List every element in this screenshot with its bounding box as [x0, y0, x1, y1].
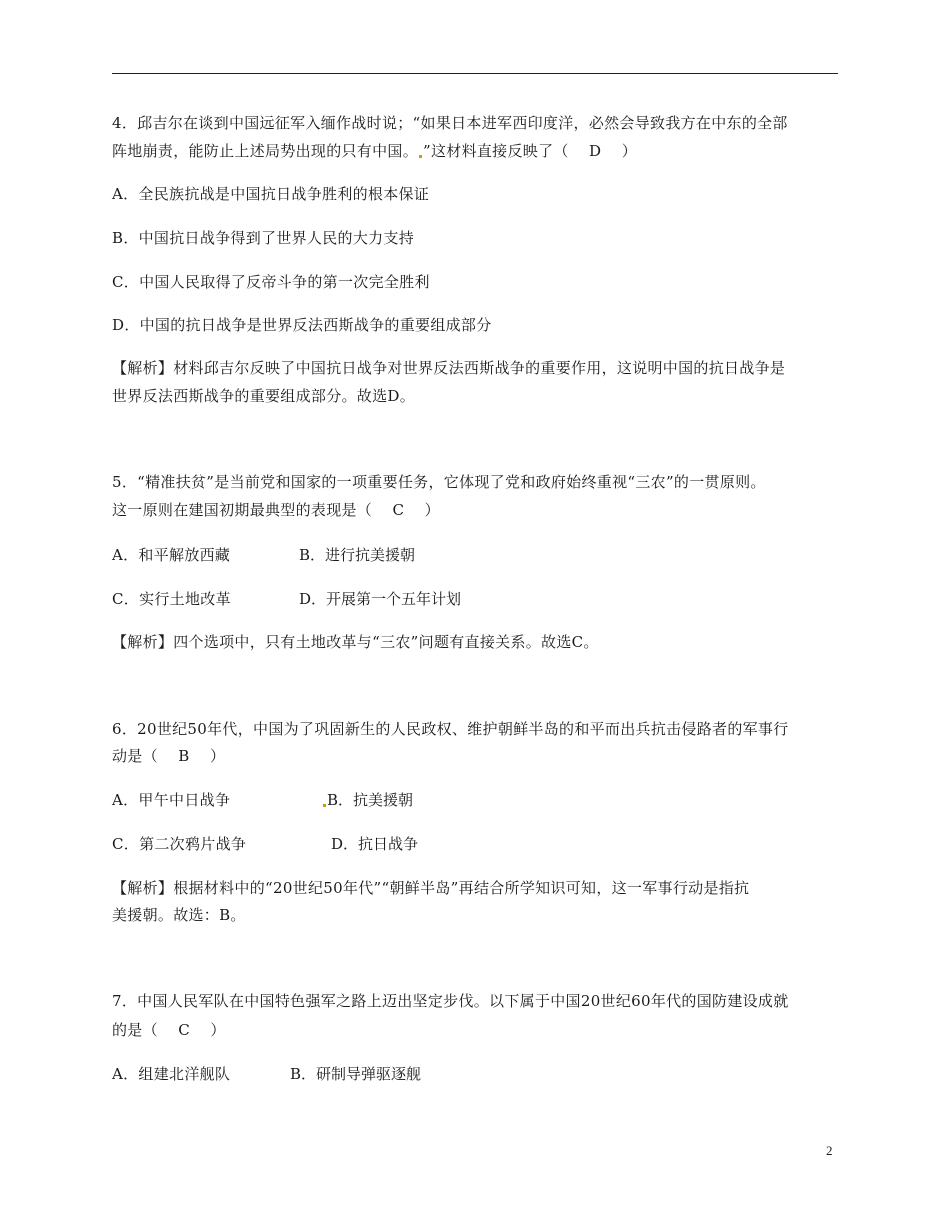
- q7-stem-line1: 7．中国人民军队在中国特色强军之路上迈出坚定步伐。以下属于中国20世纪60年代的国防建设成就: [112, 992, 789, 1010]
- q4-option-c: C．中国人民取得了反帝斗争的第一次完全胜利: [112, 273, 430, 291]
- q6-option-b: B．抗美援朝: [322, 790, 413, 810]
- header-rule: [112, 73, 838, 74]
- q6-stem-line2: 动是（ B ）: [112, 747, 226, 765]
- q7-option-b: B．研制导弹驱逐舰: [290, 1065, 422, 1083]
- q5-option-d: D．开展第一个五年计划: [299, 590, 462, 608]
- marker-dot-icon: [419, 155, 422, 158]
- q6-option-a: A．甲午中日战争: [112, 791, 231, 809]
- q7-stem-line2: 的是（ C ）: [112, 1021, 226, 1039]
- q5-explanation-line1: 【解析】四个选项中，只有土地改革与“三农”问题有直接关系。故选C。: [112, 633, 599, 651]
- q5-stem-line1: 5．“精准扶贫”是当前党和国家的一项重要任务，它体现了党和政府始终重视“三农”的一贯原则。: [112, 473, 766, 491]
- q6-explanation-line2: 美援朝。故选：B。: [112, 906, 246, 924]
- q6-option-c: C．第二次鸦片战争: [112, 835, 247, 853]
- q4-option-b: B．中国抗日战争得到了世界人民的大力支持: [112, 229, 415, 247]
- q4-option-a: A．全民族抗战是中国抗日战争胜利的根本保证: [112, 185, 430, 203]
- q4-stem-line2: 阵地崩责，能防止上述局势出现的只有中国。 ”这材料直接反映了（ D ）: [112, 142, 638, 160]
- q5-option-a: A．和平解放西藏: [112, 546, 231, 564]
- page-number: 2: [826, 1143, 833, 1158]
- marker-dot-icon: [323, 804, 326, 807]
- q6-stem-line1: 6．20世纪50年代，中国为了巩固新生的人民政权、维护朝鲜半岛的和平而出兵抗击侵路者的军事行: [112, 720, 789, 738]
- q4-explanation-line2: 世界反法西斯战争的重要组成部分。故选D。: [112, 387, 416, 405]
- q5-option-c: C．实行土地改革: [112, 590, 231, 608]
- q7-option-a: A．组建北洋舰队: [112, 1065, 231, 1083]
- q5-option-b: B．进行抗美援朝: [299, 546, 416, 564]
- q4-stem-line1: 4．邱吉尔在谈到中国远征军入缅作战时说；“如果日本进军西印度洋，必然会导致我方在中东的全部: [112, 114, 788, 132]
- q6-explanation-line1: 【解析】根据材料中的“20世纪50年代”“朝鲜半岛”再结合所学知识可知，这一军事行动是指抗: [112, 879, 750, 897]
- q5-stem-line2: 这一原则在建国初期最典型的表现是（ C ）: [112, 501, 440, 519]
- q6-option-d: D．抗日战争: [331, 835, 419, 853]
- q4-option-d: D．中国的抗日战争是世界反法西斯战争的重要组成部分: [112, 316, 492, 334]
- q4-explanation-line1: 【解析】材料邱吉尔反映了中国抗日战争对世界反法西斯战争的重要作用，这说明中国的抗日战争是: [112, 359, 786, 377]
